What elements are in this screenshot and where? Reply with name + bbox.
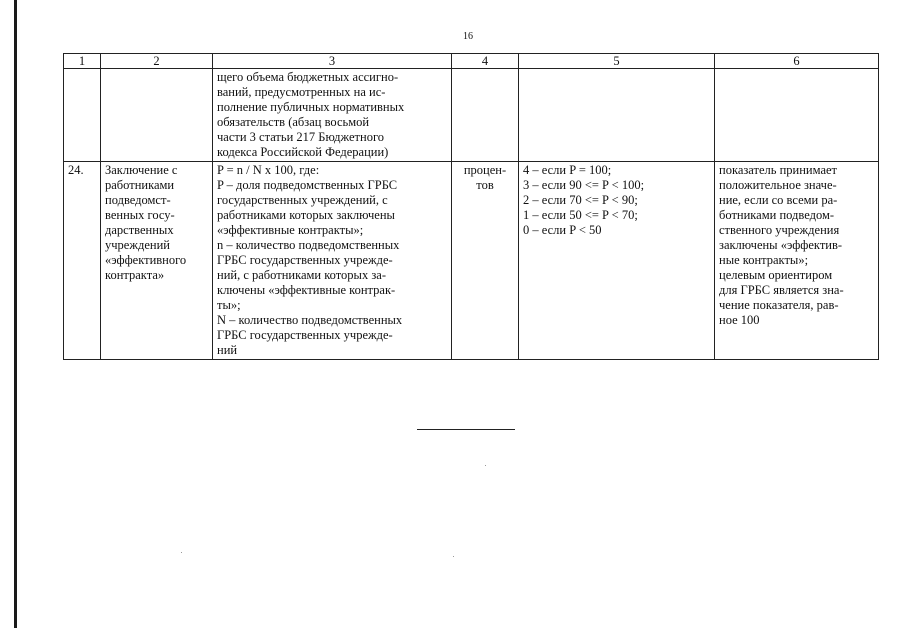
name-line: венных госу- [105,208,175,222]
unit-line: тов [476,178,494,192]
cont-line: кодекса Российской Федерации) [217,145,389,159]
cont-line: ваний, предусмотренных на ис- [217,85,386,99]
cont-cell-4 [452,69,519,162]
comment-line: ственного учреждения [719,223,840,237]
score-line: 0 – если P < 50 [523,223,602,237]
cont-line: полнение публичных нормативных [217,100,405,114]
comment-line: заключены «эффектив- [719,238,843,252]
comment-line: ние, если со всеми ра- [719,193,838,207]
score-line: 1 – если 50 <= P < 70; [523,208,638,222]
table-row-24 [64,162,879,360]
comment-line: для ГРБС является зна- [719,283,844,297]
end-divider-line [417,429,515,430]
scan-speck [181,552,182,553]
formula-line: N – количество подведомственных [217,313,403,327]
page-number: 16 [463,31,473,42]
formula-line: ГРБС государственных учрежде- [217,253,393,267]
header-col-6: 6 [715,54,879,69]
comment-line: ные контракты»; [719,253,809,267]
formula-line: n – количество подведомственных [217,238,400,252]
comment-line: положительное значе- [719,178,837,192]
formula-line: ключены «эффективные контрак- [217,283,396,297]
header-col-1: 1 [64,54,101,69]
name-line: подведомст- [105,193,171,207]
formula-line: работниками которых заключены [217,208,395,222]
cont-cell-1 [64,69,101,162]
left-margin-line [14,0,17,628]
header-row [64,54,879,69]
cont-cell-6 [715,69,879,162]
formula-line: P – доля подведомственных ГРБС [217,178,398,192]
name-line: работниками [105,178,175,192]
comment-line: ное 100 [719,313,760,327]
cont-line: части 3 статьи 217 Бюджетного [217,130,385,144]
header-col-4: 4 [452,54,519,69]
scores-cell [519,162,715,360]
row-number: 24. [64,162,101,360]
name-line: дарственных [105,223,174,237]
comment-cell [715,162,879,360]
name-line: «эффективного [105,253,187,267]
cont-cell-2 [101,69,213,162]
formula-cell [213,162,452,360]
continuation-row [64,69,879,162]
scan-speck [453,556,454,557]
cont-cell-5 [519,69,715,162]
name-line: контракта» [105,268,165,282]
formula-line: государственных учреждений, с [217,193,388,207]
comment-line: целевым ориентиром [719,268,833,282]
formula-line: ГРБС государственных учрежде- [217,328,393,342]
cont-line: обязательств (абзац восьмой [217,115,370,129]
indicator-table [63,53,879,360]
score-line: 3 – если 90 <= P < 100; [523,178,645,192]
header-col-3: 3 [213,54,452,69]
formula-line: P = n / N x 100, где: [217,163,320,177]
formula-line: ты»; [217,298,241,312]
score-line: 2 – если 70 <= P < 90; [523,193,638,207]
formula-line: ний, с работниками которых за- [217,268,386,282]
comment-line: чение показателя, рав- [719,298,839,312]
unit-line: процен- [463,163,507,177]
unit-cell [452,162,519,360]
cont-line: щего объема бюджетных ассигно- [217,70,399,84]
comment-line: показатель принимает [719,163,837,177]
comment-line: ботниками подведом- [719,208,835,222]
scan-speck [485,465,486,466]
name-line: учреждений [105,238,170,252]
name-line: Заключение с [105,163,178,177]
header-col-5: 5 [519,54,715,69]
header-col-2: 2 [101,54,213,69]
indicator-name [101,162,213,360]
formula-line: ний [217,343,238,357]
score-line: 4 – если P = 100; [523,163,612,177]
formula-line: «эффективные контракты»; [217,223,364,237]
cont-cell-formula [213,69,452,162]
